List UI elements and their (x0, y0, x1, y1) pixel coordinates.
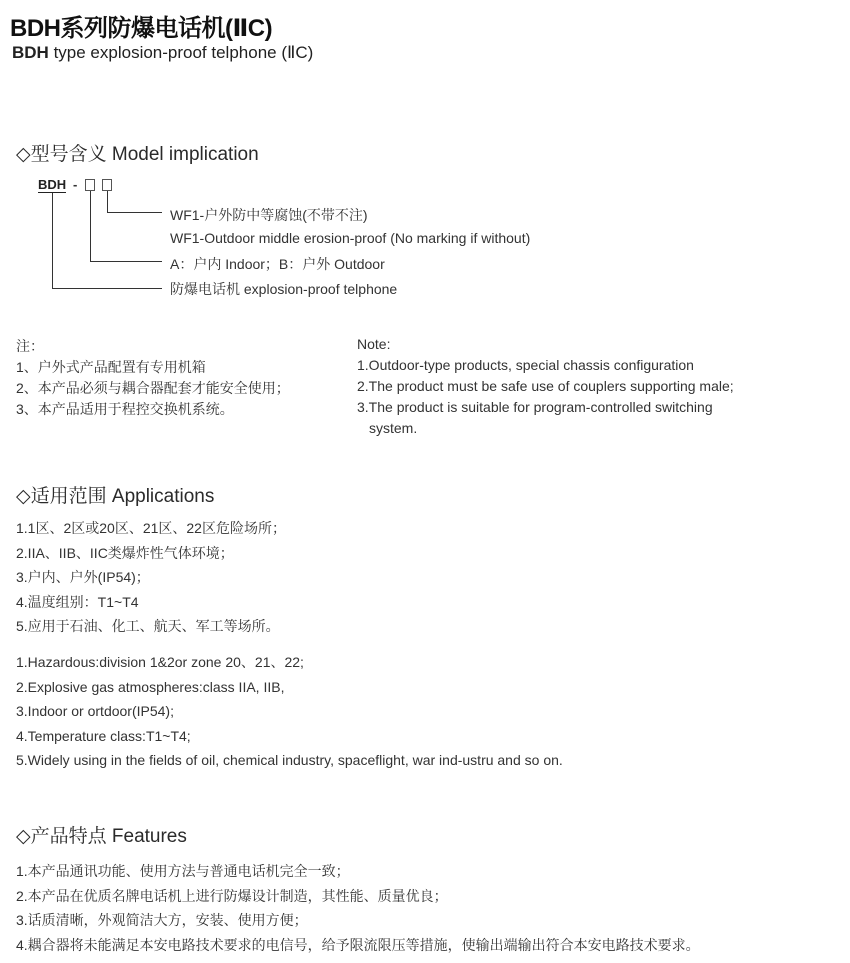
notes-en (357, 334, 734, 439)
model-section-heading: ◇型号含义 Model implication (16, 144, 259, 165)
list-item: 5.Widely using in the fields of oil, chemical industry, spaceflight, war ind-ustru and so on. (16, 752, 563, 768)
list-item: 1.本产品通讯功能、使用方法与普通电话机完全一致； (16, 863, 350, 879)
connector-line (90, 261, 162, 262)
list-item: system. (369, 420, 418, 436)
model-slot-box-2 (102, 179, 112, 191)
notes-cn (16, 336, 290, 420)
list-item: 3.户内、户外(IP54)； (16, 569, 150, 585)
connector-line (52, 193, 53, 289)
subtitle-text: type explosion-proof telphone (ⅡC) (48, 43, 314, 62)
list-item: 4.Temperature class:T1~T4; (16, 727, 191, 744)
features-heading: ◇产品特点 Features (16, 826, 187, 847)
list-item: 4.温度组别：T1~T4 (16, 593, 139, 610)
model-dash: - (73, 177, 78, 192)
model-slot-box-1 (85, 179, 95, 191)
model-desc-line: A：户内 Indoor；B：户外 Outdoor (170, 256, 385, 272)
list-item: 3、本产品适用于程控交换机系统。 (16, 401, 234, 417)
list-item: 3.Indoor or ortdoor(IP54); (16, 703, 174, 719)
list-item: 2.本产品在优质名牌电话机上进行防爆设计制造，其性能、质量优良； (16, 887, 448, 904)
list-item: 5.应用于石油、化工、航天、军工等场所。 (16, 618, 280, 634)
list-item: 3.话质清晰，外观简洁大方，安装、使用方便； (16, 912, 308, 928)
list-item: 2、本产品必须与耦合器配套才能安全使用； (16, 380, 290, 396)
applications-list-en (16, 650, 563, 773)
connector-line (107, 212, 162, 213)
list-item: 1.Hazardous:division 1&2or zone 20、21、22; (16, 654, 304, 670)
model-desc-line: 防爆电话机 explosion-proof telphone (170, 281, 398, 297)
features-list (16, 859, 700, 957)
subtitle-code: BDH (12, 43, 49, 62)
page-title: BDH系列防爆电话机(ⅡC) (10, 15, 273, 42)
list-item: 1.1区、2区或20区、21区、22区危险场所； (16, 520, 286, 536)
model-desc-line: WF1-户外防中等腐蚀(不带不注) (170, 207, 368, 223)
list-item: 1、户外式产品配置有专用机箱 (16, 359, 206, 375)
applications-list-cn (16, 516, 286, 639)
model-code: BDH (38, 177, 67, 192)
list-item: 1.Outdoor-type products, special chassis configuration (357, 357, 694, 373)
page-subtitle (12, 43, 313, 63)
list-item: 3.The product is suitable for program-controlled switching (357, 399, 713, 415)
applications-heading: ◇适用范围 Applications (16, 486, 215, 507)
connector-line (52, 288, 162, 289)
list-item: 4.耦合器将未能满足本安电路技术要求的电信号，给予限流限压等措施，使输出端输出符合本安电路技术要求。 (16, 936, 700, 953)
connector-line (90, 191, 91, 262)
connector-line (107, 191, 108, 213)
list-item: 2.The product must be safe use of couplers supporting male; (357, 378, 734, 394)
notes-cn-heading: 注： (16, 338, 44, 354)
model-desc-line: WF1-Outdoor middle erosion-proof (No marking if without) (170, 230, 531, 246)
list-item: 2.Explosive gas atmospheres:class IIA, IIB, (16, 678, 285, 695)
list-item: 2.IIA、IIB、IIC类爆炸性气体环境； (16, 544, 234, 561)
notes-en-heading: Note: (357, 336, 391, 352)
